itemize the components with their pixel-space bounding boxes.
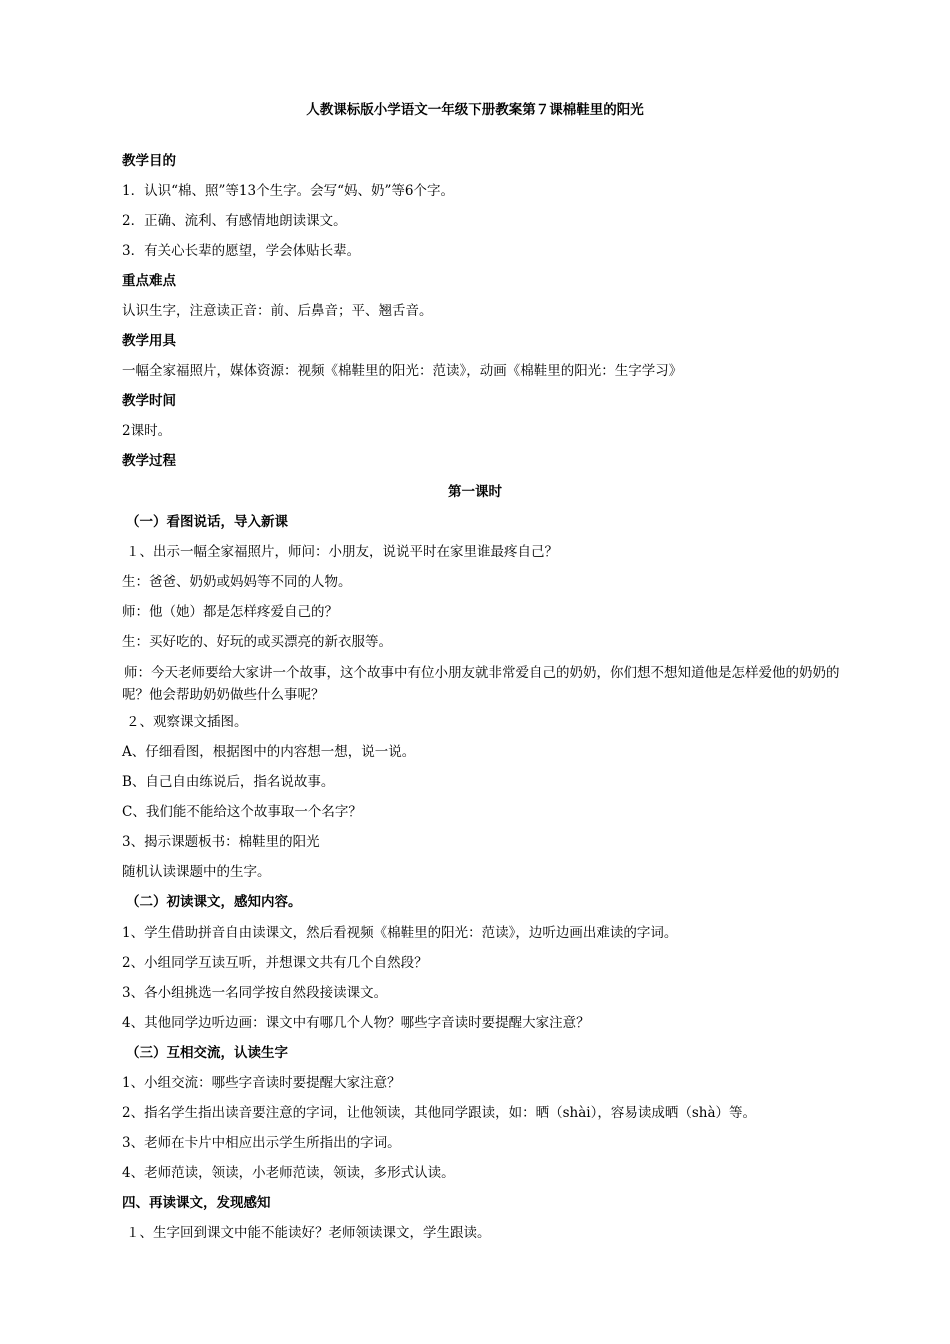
section-4-heading: 四、再读课文，发现感知 — [122, 1195, 271, 1211]
section-1-line-8: C、我们能不能给这个故事取一个名字？ — [122, 804, 362, 820]
section-4-line-1: １、生字回到课文中能不能读好？老师领读课文，学生跟读。 — [126, 1225, 491, 1241]
section-2-line-1: 1、学生借助拼音自由读课文，然后看视频《棉鞋里的阳光：范读》，边听边画出难读的字词。 — [122, 925, 678, 941]
section-1-line-1: １、出示一幅全家福照片，师问：小朋友，说说平时在家里谁最疼自己？ — [126, 544, 558, 560]
teaching-tools-heading: 教学用具 — [122, 333, 176, 349]
section-2-line-4: 4、其他同学边听边画：课文中有哪几个人物？哪些字音读时要提醒大家注意？ — [122, 1015, 590, 1031]
lesson-one-heading: 第一课时 — [448, 484, 502, 500]
teaching-time-heading: 教学时间 — [122, 393, 176, 409]
teaching-time-text: 2课时。 — [122, 423, 172, 439]
section-1-line-5: ２、观察课文插图。 — [126, 714, 248, 730]
section-1-line-4: 生：买好吃的、好玩的或买漂亮的新衣服等。 — [122, 634, 392, 650]
goal-1: 1．认识“棉、照”等13个生字。会写“妈、奶”等6个字。 — [122, 183, 454, 199]
section-3-line-3: 3、老师在卡片中相应出示学生所指出的字词。 — [122, 1135, 401, 1151]
section-2-heading: （二）初读课文，感知内容。 — [126, 894, 302, 910]
goals-heading: 教学目的 — [122, 153, 176, 169]
goal-3: 3．有关心长辈的愿望，学会体贴长辈。 — [122, 243, 361, 259]
teaching-process-heading: 教学过程 — [122, 453, 176, 469]
section-2-line-2: 2、小组同学互读互听，并想课文共有几个自然段？ — [122, 955, 428, 971]
section-1-heading: （一）看图说话，导入新课 — [126, 514, 288, 530]
section-1-line-7: B、自己自由练说后，指名说故事。 — [122, 774, 335, 790]
teaching-tools-text: 一幅全家福照片，媒体资源：视频《棉鞋里的阳光：范读》，动画《棉鞋里的阳光：生字学习》 — [122, 363, 683, 379]
section-2-line-3: 3、各小组挑选一名同学按自然段接读课文。 — [122, 985, 388, 1001]
section-3-line-4: 4、老师范读，领读，小老师范读，领读，多形式认读。 — [122, 1165, 455, 1181]
section-1-teacher-paragraph: 师：今天老师要给大家讲一个故事，这个故事中有位小朋友就非常爱自己的奶奶，你们想不想知道他是怎样爱他的奶奶的呢？他会帮助奶奶做些什么事呢？ — [122, 665, 840, 703]
section-3-line-2: 2、指名学生指出读音要注意的字词，让他领读，其他同学跟读，如：晒（shài），容易读成晒（shà）等。 — [122, 1105, 756, 1121]
document-title: 人教课标版小学语文一年级下册教案第７课棉鞋里的阳光 — [306, 102, 644, 118]
key-points-heading: 重点难点 — [122, 273, 176, 289]
section-3-line-1: 1、小组交流：哪些字音读时要提醒大家注意？ — [122, 1075, 401, 1091]
goal-2: 2．正确、流利、有感情地朗读课文。 — [122, 213, 347, 229]
section-3-heading: （三）互相交流，认读生字 — [126, 1045, 288, 1061]
key-points-text: 认识生字，注意读正音：前、后鼻音；平、翘舌音。 — [122, 303, 433, 319]
section-1-line-3: 师：他（她）都是怎样疼爱自己的？ — [122, 604, 338, 620]
section-1-line-6: A、仔细看图，根据图中的内容想一想，说一说。 — [122, 744, 416, 760]
section-1-line-9: 3、揭示课题板书：棉鞋里的阳光 — [122, 834, 320, 850]
section-1-line-2: 生：爸爸、奶奶或妈妈等不同的人物。 — [122, 574, 352, 590]
section-1-line-10: 随机认读课题中的生字。 — [122, 864, 271, 880]
